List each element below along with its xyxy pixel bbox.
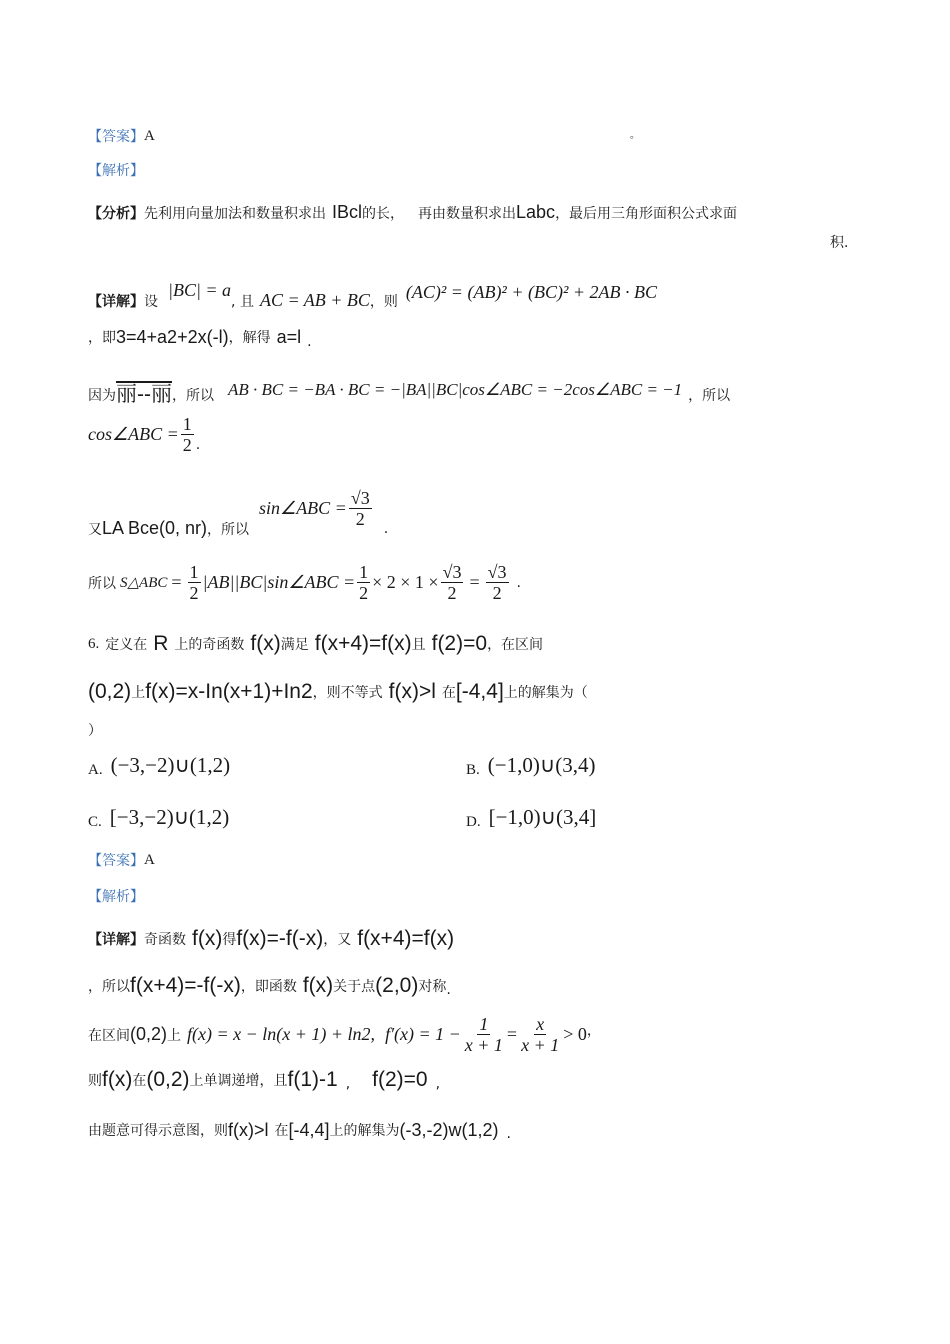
detail-tag-2: 【详解】 — [88, 932, 144, 948]
q6-t2: 上的奇函数 — [174, 637, 245, 653]
q6-line-1 — [88, 632, 543, 656]
option-c-label: C. — [88, 814, 102, 830]
fenxi-ibci: IBcl — [332, 202, 363, 222]
option-b-value: (−1,0)∪(3,4) — [487, 753, 596, 777]
analysis-tag-1: 【解析】 — [88, 163, 144, 179]
fenxi-text-3: 再由数量积求出 — [418, 205, 517, 222]
d2-l5-t1: 由题意可得示意图，则 — [88, 1123, 228, 1139]
detail2-line-1 — [88, 927, 454, 951]
d2-l4-comma: , — [345, 1076, 351, 1092]
d2-l5-dom: [-4,4] — [288, 1119, 330, 1140]
line4-den: 2 — [182, 435, 192, 455]
line4-num: 1 — [182, 414, 192, 434]
line6-f3-num: √3 — [442, 562, 462, 582]
q6-R: R — [153, 632, 169, 655]
line5-dot: . — [383, 520, 389, 537]
line6-f1-num: 1 — [189, 562, 199, 582]
option-b — [466, 752, 595, 779]
d2-l1-eq1: f(x)=-f(-x) — [236, 927, 324, 950]
line6-dot: . — [516, 574, 521, 591]
q6-eq1: f(x+4)=f(x) — [314, 632, 412, 655]
option-d-value: [−1,0)∪(3,4] — [488, 805, 597, 829]
option-a-value: (−3,−2)∪(1,2) — [110, 753, 231, 777]
line2-res: a=l — [276, 326, 302, 347]
answer-value-2: A — [144, 851, 155, 868]
d2-l2-t2: ，即函数 — [240, 979, 297, 995]
line6-f2-den: 2 — [359, 583, 369, 603]
d2-l5-dot: . — [506, 1126, 511, 1142]
line2-eq: 3=4+a2+2x(-l) — [116, 326, 229, 347]
line4-dot: . — [195, 436, 201, 453]
fenxi-tag: 【分析】 — [88, 205, 144, 222]
line6-f4-den: 2 — [492, 583, 502, 603]
fenxi-text-4: ，最后用三角形面积公式求面 — [555, 205, 738, 222]
line6-eq: = — [171, 572, 182, 592]
d2-l1-t1: 奇函数 — [144, 932, 186, 948]
d2-l4-t1: 则 — [88, 1073, 102, 1089]
fenxi-text-2: 的长， — [362, 205, 405, 222]
fenxi-labc: Labc — [516, 202, 556, 222]
line5-den: 2 — [355, 509, 365, 529]
answer-line-2 — [88, 850, 155, 870]
q6-t1: 定义在 — [105, 637, 148, 653]
d2-l3-int: (0,2) — [130, 1024, 168, 1044]
line3-eq: AB · BC = −BA · BC = −|BA||BC|cos∠ABC = −2cos∠ABC = −1 — [228, 380, 683, 399]
d2-l4-eq1: f(1)-1 — [287, 1068, 338, 1091]
d2-l2-pt: (2,0) — [375, 974, 419, 997]
detail-line-3 — [88, 372, 730, 408]
option-c-value: [−3,−2)∪(1,2) — [109, 805, 230, 829]
d2-l5-t3: 上的解集为 — [329, 1123, 400, 1139]
option-a-label: A. — [88, 762, 103, 778]
d2-l2-dot: . — [446, 982, 451, 998]
line2-pre: ，即 — [88, 330, 116, 346]
line6-f1-den: 2 — [189, 583, 199, 603]
fenxi-text-5: 积. — [830, 235, 849, 251]
q6-t3: 满足 — [280, 637, 309, 653]
line5-text: LA Bce(0, nr) — [102, 518, 208, 538]
detail-line-4 — [88, 414, 200, 455]
answer-tag-2: 【答案】 — [88, 853, 144, 869]
line3-pre: 因为 — [88, 388, 116, 404]
fenxi-text-1: 先利用向量加法和数量积求出 — [144, 205, 326, 222]
option-b-label: B. — [466, 762, 480, 778]
d2-l3-f2-num: x — [536, 1014, 545, 1034]
detail2-line-3 — [88, 1014, 601, 1055]
d2-l3-f1-num: 1 — [479, 1014, 489, 1034]
line5-pre: 又 — [88, 521, 102, 538]
detail-set: 设 — [144, 293, 158, 310]
detail-ze: ，则 — [369, 293, 398, 310]
d2-l1-t2: 得 — [222, 932, 237, 948]
detail-qie: , 且 — [231, 293, 254, 310]
line6-f4-num: √3 — [487, 562, 507, 582]
line6-pre: 所以 — [88, 575, 116, 592]
d2-l2-t4: 对称 — [418, 979, 447, 995]
detail-tag: 【详解】 — [88, 293, 144, 310]
line5-num: √3 — [350, 488, 370, 508]
line6-mid: |AB||BC|sin∠ABC = — [202, 572, 356, 592]
d2-l2-fx: f(x) — [302, 974, 334, 997]
line6-f2-num: 1 — [359, 562, 369, 582]
d2-l2-t3: 关于点 — [333, 979, 376, 995]
d2-l4-t2: 在 — [132, 1073, 147, 1089]
detail-line-2 — [88, 324, 312, 350]
q6-t7: ，则不等式 — [312, 685, 383, 701]
line3-suoyi2: ，所以 — [688, 388, 731, 404]
line4-eq-left: cos∠ABC = — [88, 424, 179, 444]
stray-dot: 。 — [630, 130, 640, 141]
d2-l4-comma2: , — [435, 1076, 441, 1092]
q6-eq3: f(x)=x-In(x+1)+In2 — [145, 680, 313, 703]
q6-t5: ，在区间 — [487, 637, 544, 653]
line2-mid: ，解得 — [228, 330, 271, 346]
detail2-line-5 — [88, 1118, 511, 1142]
line3-garbled: 丽--丽 — [116, 383, 172, 406]
d2-l4-fx: f(x) — [102, 1068, 133, 1091]
q6-t10: ） — [88, 723, 102, 739]
d2-l3-f2-den: x + 1 — [521, 1035, 560, 1055]
line5-mid: ，所以 — [207, 521, 250, 538]
line3-suoyi: ，所以 — [172, 388, 214, 404]
d2-l3-f1-den: x + 1 — [464, 1035, 503, 1055]
d2-l5-ineq: f(x)>l — [228, 1119, 269, 1140]
d2-l4-eq2: f(2)=0 — [372, 1068, 428, 1091]
detail-line-6 — [88, 562, 521, 603]
q6-t8: 在 — [441, 685, 456, 701]
q6-interval: (0,2) — [88, 680, 132, 703]
d2-l1-fx: f(x) — [192, 927, 223, 950]
line2-dot: . — [307, 334, 312, 350]
answer-value: A — [144, 127, 155, 144]
d2-l1-eq2: f(x+4)=f(x) — [357, 927, 455, 950]
q6-ineq: f(x)>l — [388, 680, 436, 703]
q6-t4: 且 — [411, 637, 426, 653]
d2-l3-t2: 上 — [167, 1027, 182, 1044]
detail2-line-2 — [88, 974, 451, 998]
d2-l1-t3: ，又 — [323, 932, 352, 948]
d2-l4-t3: 上单调递增，且 — [189, 1073, 288, 1089]
d2-l3-eq1: f(x) = x − ln(x + 1) + ln2, — [187, 1024, 376, 1044]
detail-line-1 — [88, 274, 657, 311]
d2-l4-int: (0,2) — [146, 1068, 190, 1091]
line6-eq2: = — [469, 572, 480, 592]
d2-l2-eq1: f(x+4)=-f(-x) — [130, 974, 241, 997]
q6-t6: 上 — [131, 685, 146, 701]
q6-t9: 上的解集为（ — [503, 685, 588, 701]
detail-vec-eq: AC = AB + BC — [259, 290, 370, 310]
analysis-tag-2: 【解析】 — [88, 889, 144, 905]
d2-l5-res: (-3,-2)w(1,2) — [399, 1119, 499, 1140]
detail-line-5 — [88, 478, 388, 539]
line5-eq-left: sin∠ABC = — [259, 498, 347, 518]
d2-l2-t1: ，所以 — [88, 979, 130, 995]
fenxi-line — [88, 202, 737, 223]
q6-eq2: f(2)=0 — [431, 632, 488, 655]
detail2-line-4 — [88, 1068, 440, 1092]
option-a — [88, 752, 230, 779]
answer-tag: 【答案】 — [88, 129, 144, 145]
option-d — [466, 804, 596, 831]
d2-l3-eq4: > 0 — [563, 1024, 587, 1044]
q6-domain: [-4,4] — [455, 680, 504, 703]
detail-sq-eq: (AC)² = (AB)² + (BC)² + 2AB · BC — [405, 282, 657, 302]
q6-number: 6. — [88, 635, 100, 652]
d2-l5-t2: 在 — [274, 1123, 289, 1139]
answer-line-1 — [88, 126, 155, 146]
q6-line-2 — [88, 680, 588, 704]
d2-l3-eq3: = — [506, 1024, 518, 1044]
line6-s: S△ABC — [120, 575, 168, 591]
option-c — [88, 804, 229, 831]
detail-bc-a: |BC| = a — [168, 280, 232, 300]
d2-l3-eq2: f′(x) = 1 − — [385, 1024, 461, 1044]
d2-l3-t1: 在区间 — [88, 1027, 130, 1044]
line6-mid2: × 2 × 1 × — [372, 572, 439, 592]
d2-l3-comma: ， — [586, 1022, 601, 1039]
q6-fx: f(x) — [250, 632, 281, 655]
line6-f3-den: 2 — [447, 583, 457, 603]
option-d-label: D. — [466, 814, 481, 830]
